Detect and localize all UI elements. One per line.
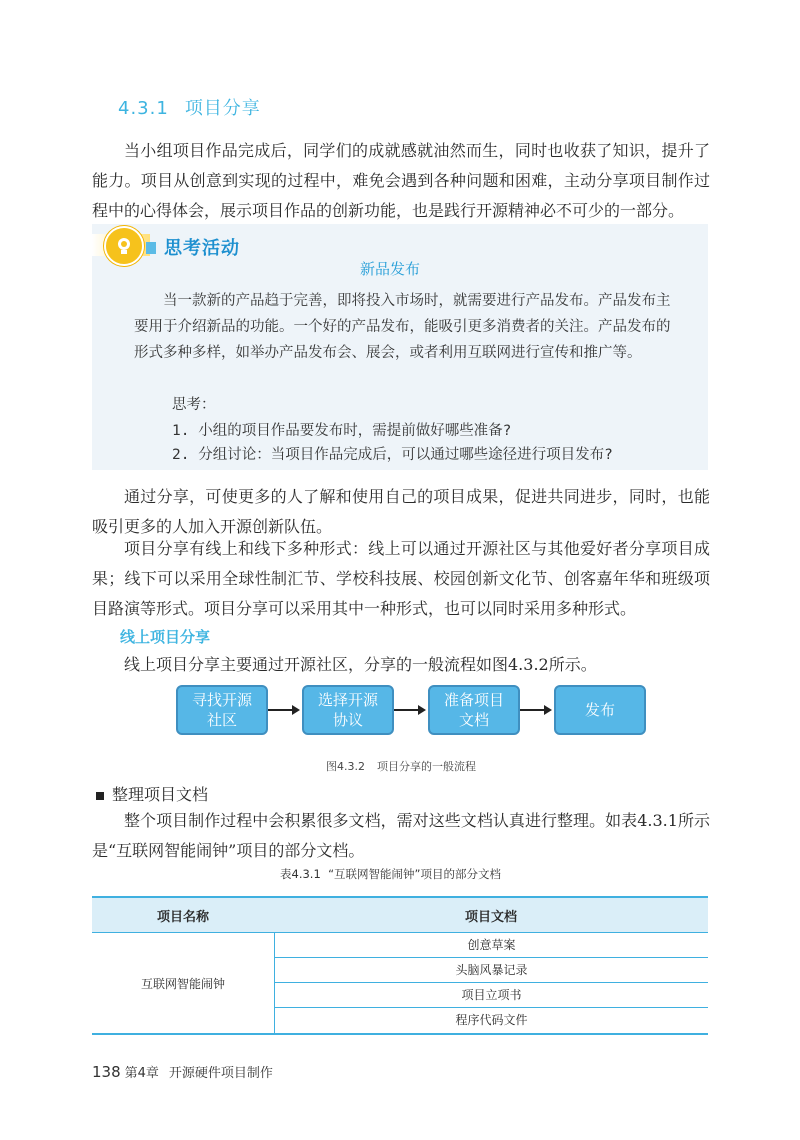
section-title: 项目分享	[184, 98, 261, 119]
lightbulb-icon	[104, 226, 144, 266]
table-caption	[280, 866, 501, 882]
flow-step-prepare-docs: 准备项目 文档	[428, 685, 520, 735]
figure-number: 图4.3.2	[326, 760, 365, 773]
section-number: 4.3.1	[118, 98, 169, 119]
flow-arrow-icon	[268, 702, 302, 718]
activity-body: 当一款新的产品趋于完善，即将投入市场时，就需要进行产品发布。产品发布主要用于介绍新品的功能。一个好的产品发布，能吸引更多消费者的关注。产品发布的形式多种多样，如举办产品发布会、展会，或者利用互联网进行宣传和推广等。	[134, 293, 671, 361]
doc-cell: 头脑风暴记录	[275, 958, 708, 983]
project-name-cell: 互联网智能闹钟	[140, 977, 225, 991]
organize-docs-text: 整个项目制作过程中会积累很多文档，需对这些文档认真进行整理。如表4.3.1所示是“互联网智能闹钟”项目的部分文档。	[92, 811, 710, 860]
header-project-name: 项目名称	[156, 910, 209, 925]
doc-cell: 创意草案	[275, 933, 708, 958]
table-header-row	[92, 896, 708, 933]
figure-title: 项目分享的一般流程	[377, 760, 476, 773]
doc-cell: 程序代码文件	[455, 1013, 528, 1027]
chapter-number: 第4章	[124, 1066, 159, 1081]
organize-docs-title: 整理项目文档	[112, 785, 209, 804]
page-footer	[92, 1062, 273, 1081]
square-bullet-icon	[96, 792, 104, 800]
table-body	[92, 933, 708, 1035]
intro-paragraph: 当小组项目作品完成后，同学们的成就感就油然而生，同时也收获了知识，提升了能力。项目从创意到实现的过程中，难免会遇到各种问题和困难，主动分享项目制作过程中的心得体会，展示项目作品的创新功能，也是践行开源精神必不可少的一部分。	[92, 141, 710, 220]
activity-marker	[146, 242, 156, 254]
table-number: 表4.3.1	[280, 867, 321, 881]
figure-caption	[326, 758, 476, 774]
activity-question-1: 1. 小组的项目作品要发布时，需提前做好哪些准备?	[172, 423, 512, 439]
online-sharing-heading: 线上项目分享	[120, 628, 211, 646]
flow-step-publish: 发布	[554, 685, 646, 735]
flow-arrow-icon	[520, 702, 554, 718]
project-docs-table	[92, 896, 708, 1035]
doc-cell: 项目立项书	[275, 983, 708, 1008]
flow-arrow-icon	[394, 702, 428, 718]
table-title: “互联网智能闹钟”项目的部分文档	[328, 867, 501, 881]
header-project-docs: 项目文档	[464, 910, 517, 925]
activity-prompt: 思考：	[172, 397, 216, 413]
section-heading	[118, 94, 261, 120]
activity-question-2: 2. 分组讨论：当项目作品完成后，可以通过哪些途径进行项目发布?	[172, 447, 613, 463]
flow-step-choose-license: 选择开源 协议	[302, 685, 394, 735]
paragraph-sharing-benefit: 通过分享，可使更多的人了解和使用自己的项目成果，促进共同进步，同时，也能吸引更多的人加入开源创新队伍。	[92, 487, 710, 536]
chapter-title: 开源硬件项目制作	[168, 1066, 273, 1081]
page-number: 138	[92, 1063, 121, 1081]
online-sharing-text: 线上项目分享主要通过开源社区，分享的一般流程如图4.3.2所示。	[124, 655, 597, 674]
activity-label: 思考活动	[164, 238, 240, 259]
flow-step-find-community: 寻找开源 社区	[176, 685, 268, 735]
activity-title: 新品发布	[360, 260, 421, 278]
paragraph-sharing-forms: 项目分享有线上和线下多种形式：线上可以通过开源社区与其他爱好者分享项目成果；线下可以采用全球性制汇节、学校科技展、校园创新文化节、创客嘉年华和班级项目路演等形式。项目分享可以采用其中一种形式，也可以同时采用多种形式。	[92, 539, 710, 618]
organize-docs-heading	[96, 782, 208, 805]
